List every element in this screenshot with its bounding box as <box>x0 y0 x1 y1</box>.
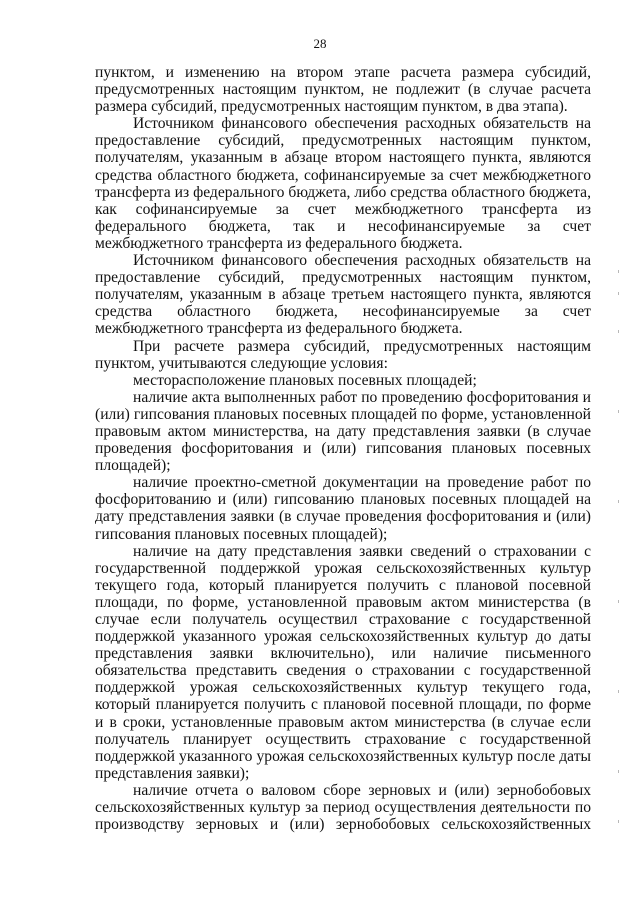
scan-edge-marks <box>618 270 622 830</box>
paragraph-condition-insurance: наличие на дату представления заявки сведений о страховании с государственной поддержкой урожая сельскохозяйственных культур текущего года, который планируется получить с плановой посевной площади, по форме, установленной правовым актом министерства (в случае если получатель осуществил страхование с государственной поддержкой указанного урожая сельскохозяйственных культур до даты представления заявки включительно), или наличие письменного обязательства представить сведения о страховании с государственной поддержкой урожая сельскохозяйственных культур текущего года, который планируется получить с плановой посевной площади, по форме и в сроки, установленные правовым актом министерства (в случае если получатель планирует осуществить страхование с государственной поддержкой указанного урожая сельскохозяйственных культур после даты представления заявки); <box>95 542 591 782</box>
paragraph-conditions-intro: При расчете размера субсидий, предусмотренных настоящим пунктом, учитываются следующие условия: <box>95 337 591 372</box>
paragraph-condition-report: наличие отчета о валовом сборе зерновых и (или) зернобобовых сельскохозяйственных культур за период осуществления деятельности по производству зерновых и (или) зернобобовых сельскохозяйственных <box>95 781 591 834</box>
paragraph-continuation: пунктом, и изменению на втором этапе расчета размера субсидий, предусмотренных настоящим пунктом, не подлежит (в случае расчета размера субсидий, предусмотренных настоящим пунктом, в два этапа). <box>95 64 591 116</box>
document-body <box>95 64 591 833</box>
page-number: 28 <box>313 36 327 51</box>
paragraph-condition-location: месторасположение плановых посевных площадей; <box>133 371 477 389</box>
paragraph-funding-source-second: Источником финансового обеспечения расходных обязательств на предоставление субсидий, предусмотренных настоящим пунктом, получателям, указанным в абзаце втором настоящего пункта, являются средства областного бюджета, софинансируемые за счет межбюджетного трансферта из федерального бюджета, либо средства областного бюджета, как софинансируемые за счет межбюджетного трансферта из федерального бюджета, так и несофинансируемые за счет межбюджетного трансферта из федерального бюджета. <box>95 115 591 252</box>
paragraph-funding-source-third: Источником финансового обеспечения расходных обязательств на предоставление субсидий, предусмотренных настоящим пунктом, получателям, указанным в абзаце третьем настоящего пункта, являются средства областного бюджета, несофинансируемые за счет межбюджетного трансферта из федерального бюджета. <box>95 252 591 338</box>
paragraph-condition-documentation: наличие проектно-сметной документации на проведение работ по фосфоритованию и (или) гипсованию плановых посевных площадей на дату представления заявки (в случае проведения фосфоритования и (или) гипсования плановых посевных площадей); <box>95 474 591 543</box>
paragraph-condition-act: наличие акта выполненных работ по проведению фосфоритования и (или) гипсования плановых посевных площадей по форме, установленной правовым актом министерства, на дату представления заявки (в случае проведения фосфоритования и (или) гипсования плановых посевных площадей); <box>95 388 591 475</box>
